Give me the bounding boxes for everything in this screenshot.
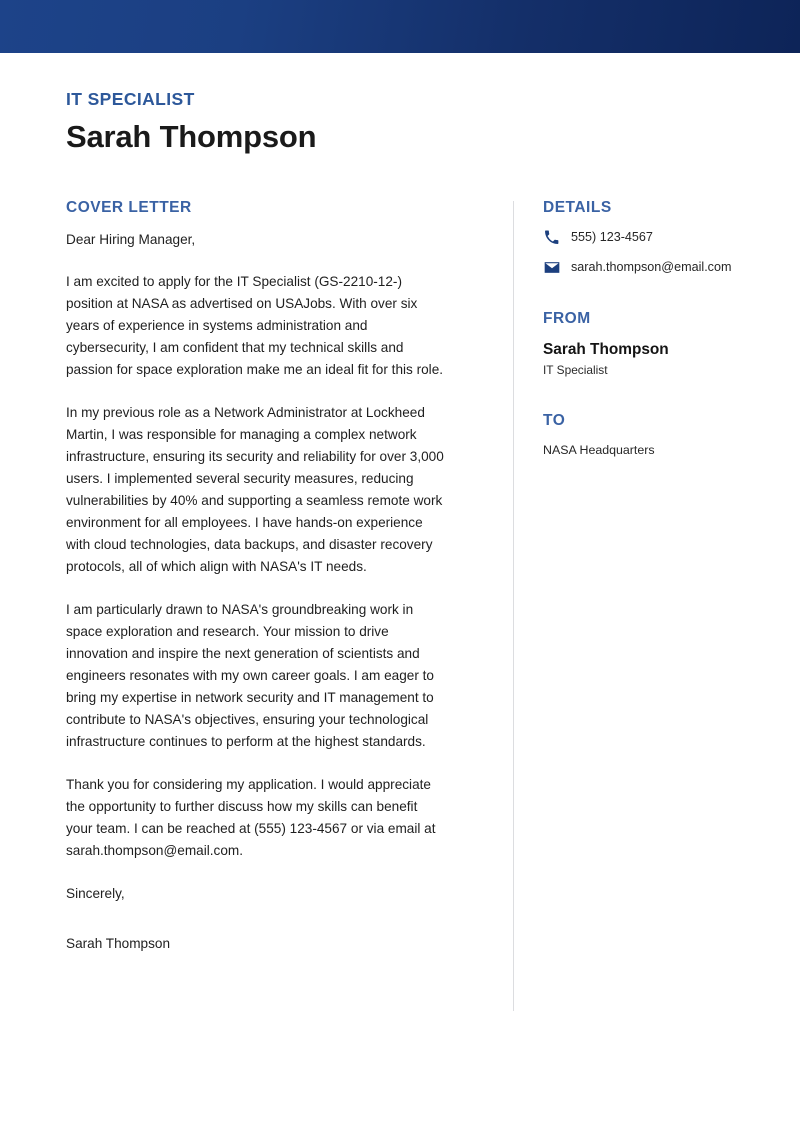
letter-paragraph: I am excited to apply for the IT Specialist (GS-2210-12-) position at NASA as advertised on USAJobs. With over six years of experience in systems administration and cybersecurity, I am confident that my technical skills and passion for space exploration make me an ideal fit for this role. bbox=[66, 274, 444, 378]
name-block bbox=[0, 53, 800, 155]
letter-salutation: Dear Hiring Manager, bbox=[66, 231, 196, 247]
details-heading: DETAILS bbox=[543, 198, 612, 216]
header-accent-band bbox=[0, 0, 800, 53]
from-heading: FROM bbox=[543, 309, 591, 327]
detail-row-email bbox=[543, 259, 800, 275]
letter-signature: Sarah Thompson bbox=[66, 936, 171, 952]
job-title: IT SPECIALIST bbox=[66, 89, 195, 109]
letter-sign-off: Sincerely, bbox=[66, 886, 125, 902]
from-name: Sarah Thompson bbox=[543, 340, 669, 358]
cover-letter-heading: COVER LETTER bbox=[66, 198, 192, 216]
from-subtitle: IT Specialist bbox=[543, 362, 608, 377]
page-title: Sarah Thompson bbox=[66, 119, 317, 155]
phone-icon bbox=[543, 230, 560, 245]
details-column bbox=[514, 199, 800, 459]
cover-letter-column bbox=[0, 199, 447, 955]
letter-paragraph: In my previous role as a Network Administrator at Lockheed Martin, I was responsible for managing a complex network infrastructure, ensuring its security and reliability for over 3,000 users. I implemented several security measures, reducing vulnerabilities by 40% and supporting a seamless remote work environment for all employees. I have hands-on experience with cloud technologies, data backups, and disaster recovery protocols, all of which align with NASA's IT needs. bbox=[66, 405, 444, 575]
letter-paragraph: I am particularly drawn to NASA's groundbreaking work in space exploration and research. Your mission to drive innovation and inspire the next generation of scientists and engineers resonates with my own career goals. I am eager to bring my expertise in network security and IT management to contribute to NASA's objectives, ensuring your technological infrastructure continues to perform at the highest standards. bbox=[66, 602, 434, 750]
email-value: sarah.thompson@email.com bbox=[571, 260, 732, 275]
envelope-icon bbox=[543, 260, 560, 275]
phone-value: 555) 123-4567 bbox=[571, 229, 653, 244]
to-organization: NASA Headquarters bbox=[543, 443, 655, 458]
body-columns bbox=[0, 199, 800, 1011]
to-heading: TO bbox=[543, 412, 566, 430]
detail-row-phone bbox=[543, 229, 800, 245]
letter-paragraph: Thank you for considering my application. I would appreciate the opportunity to further discuss how my skills can benefit your team. I can be reached at (555) 123-4567 or via email at sarah.thompson@email.com. bbox=[66, 777, 436, 859]
